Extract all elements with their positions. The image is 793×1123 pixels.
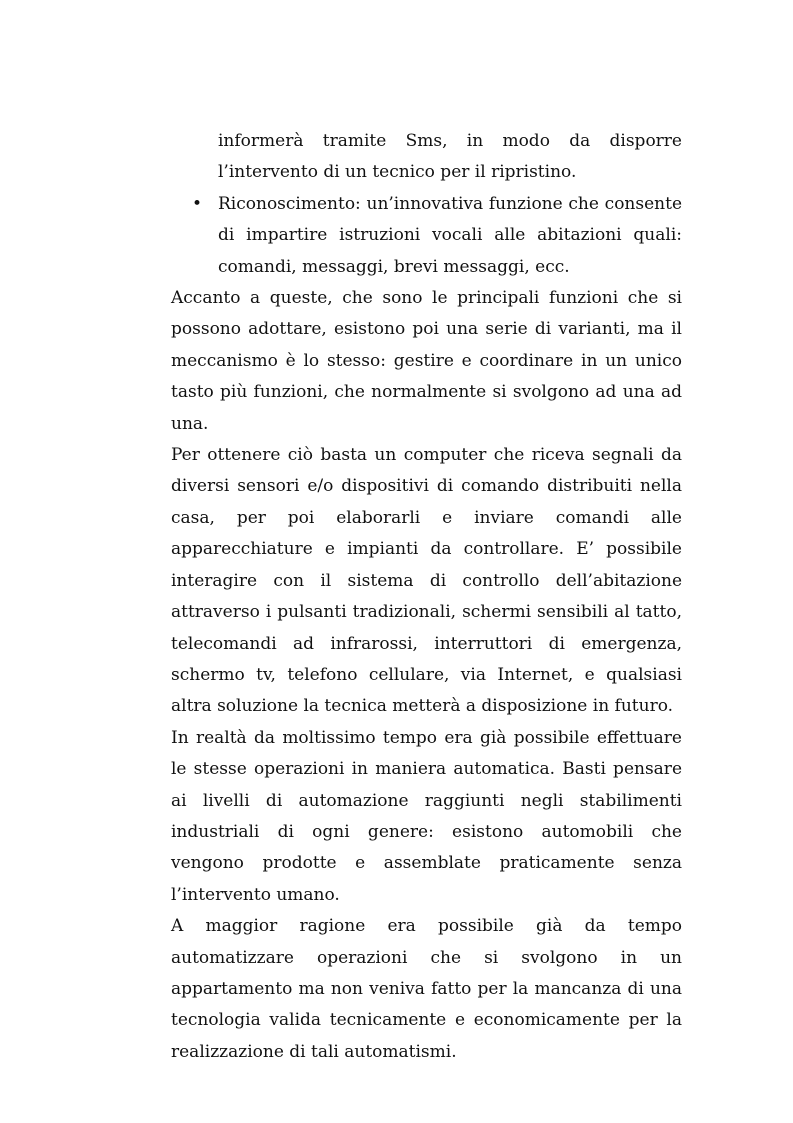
paragraph: A maggior ragione era possibile già da tempo automatizzare operazioni che si svolgono in un appartamento ma non veniva fatto per la mancanza di una tecnologia valida tecnicamente e economicamente per la realizzazione di tali automatismi. — [171, 916, 682, 1062]
paragraph: Per ottenere ciò basta un computer che riceva segnali da diversi sensori e/o dispositivi di comando distribuiti nella casa, per poi elaborarli e inviare comandi alle apparecchiature e impianti da controllare. E’ possibile interagire con il sistema di controllo dell’abitazione attraverso i pulsanti tradizionali, schermi sensibili al tatto, telecomandi ad infrarossi, interruttori di emergenza, schermo tv, telefono cellulare, via Internet, e qualsiasi altra soluzione la tecnica metterà a disposizione in futuro. — [171, 445, 682, 717]
paragraph: Accanto a queste, che sono le principali funzioni che si possono adottare, esistono poi una serie di varianti, ma il meccanismo è lo stesso: gestire e coordinare in un unico tasto più funzioni, che normalmente si svolgono ad una ad una. — [171, 288, 682, 434]
body-text — [171, 126, 682, 1068]
bullet-continuation: informerà tramite Sms, in modo da disporre l’intervento di un tecnico per il ripristino. — [218, 131, 682, 183]
bullet-icon: • — [191, 193, 203, 214]
bullet-text: Riconoscimento: un’innovativa funzione che consente di impartire istruzioni vocali alle abitazioni quali: comandi, messaggi, brevi messaggi, ecc. — [218, 193, 682, 277]
bullet-item-riconoscimento — [171, 189, 682, 283]
paragraph: In realtà da moltissimo tempo era già possibile effettuare le stesse operazioni in maniera automatica. Basti pensare ai livelli di automazione raggiunti negli stabilimenti industriali di ogni genere: esistono automobili che vengono prodotte e assemblate praticamente senza l’intervento umano. — [171, 727, 682, 905]
